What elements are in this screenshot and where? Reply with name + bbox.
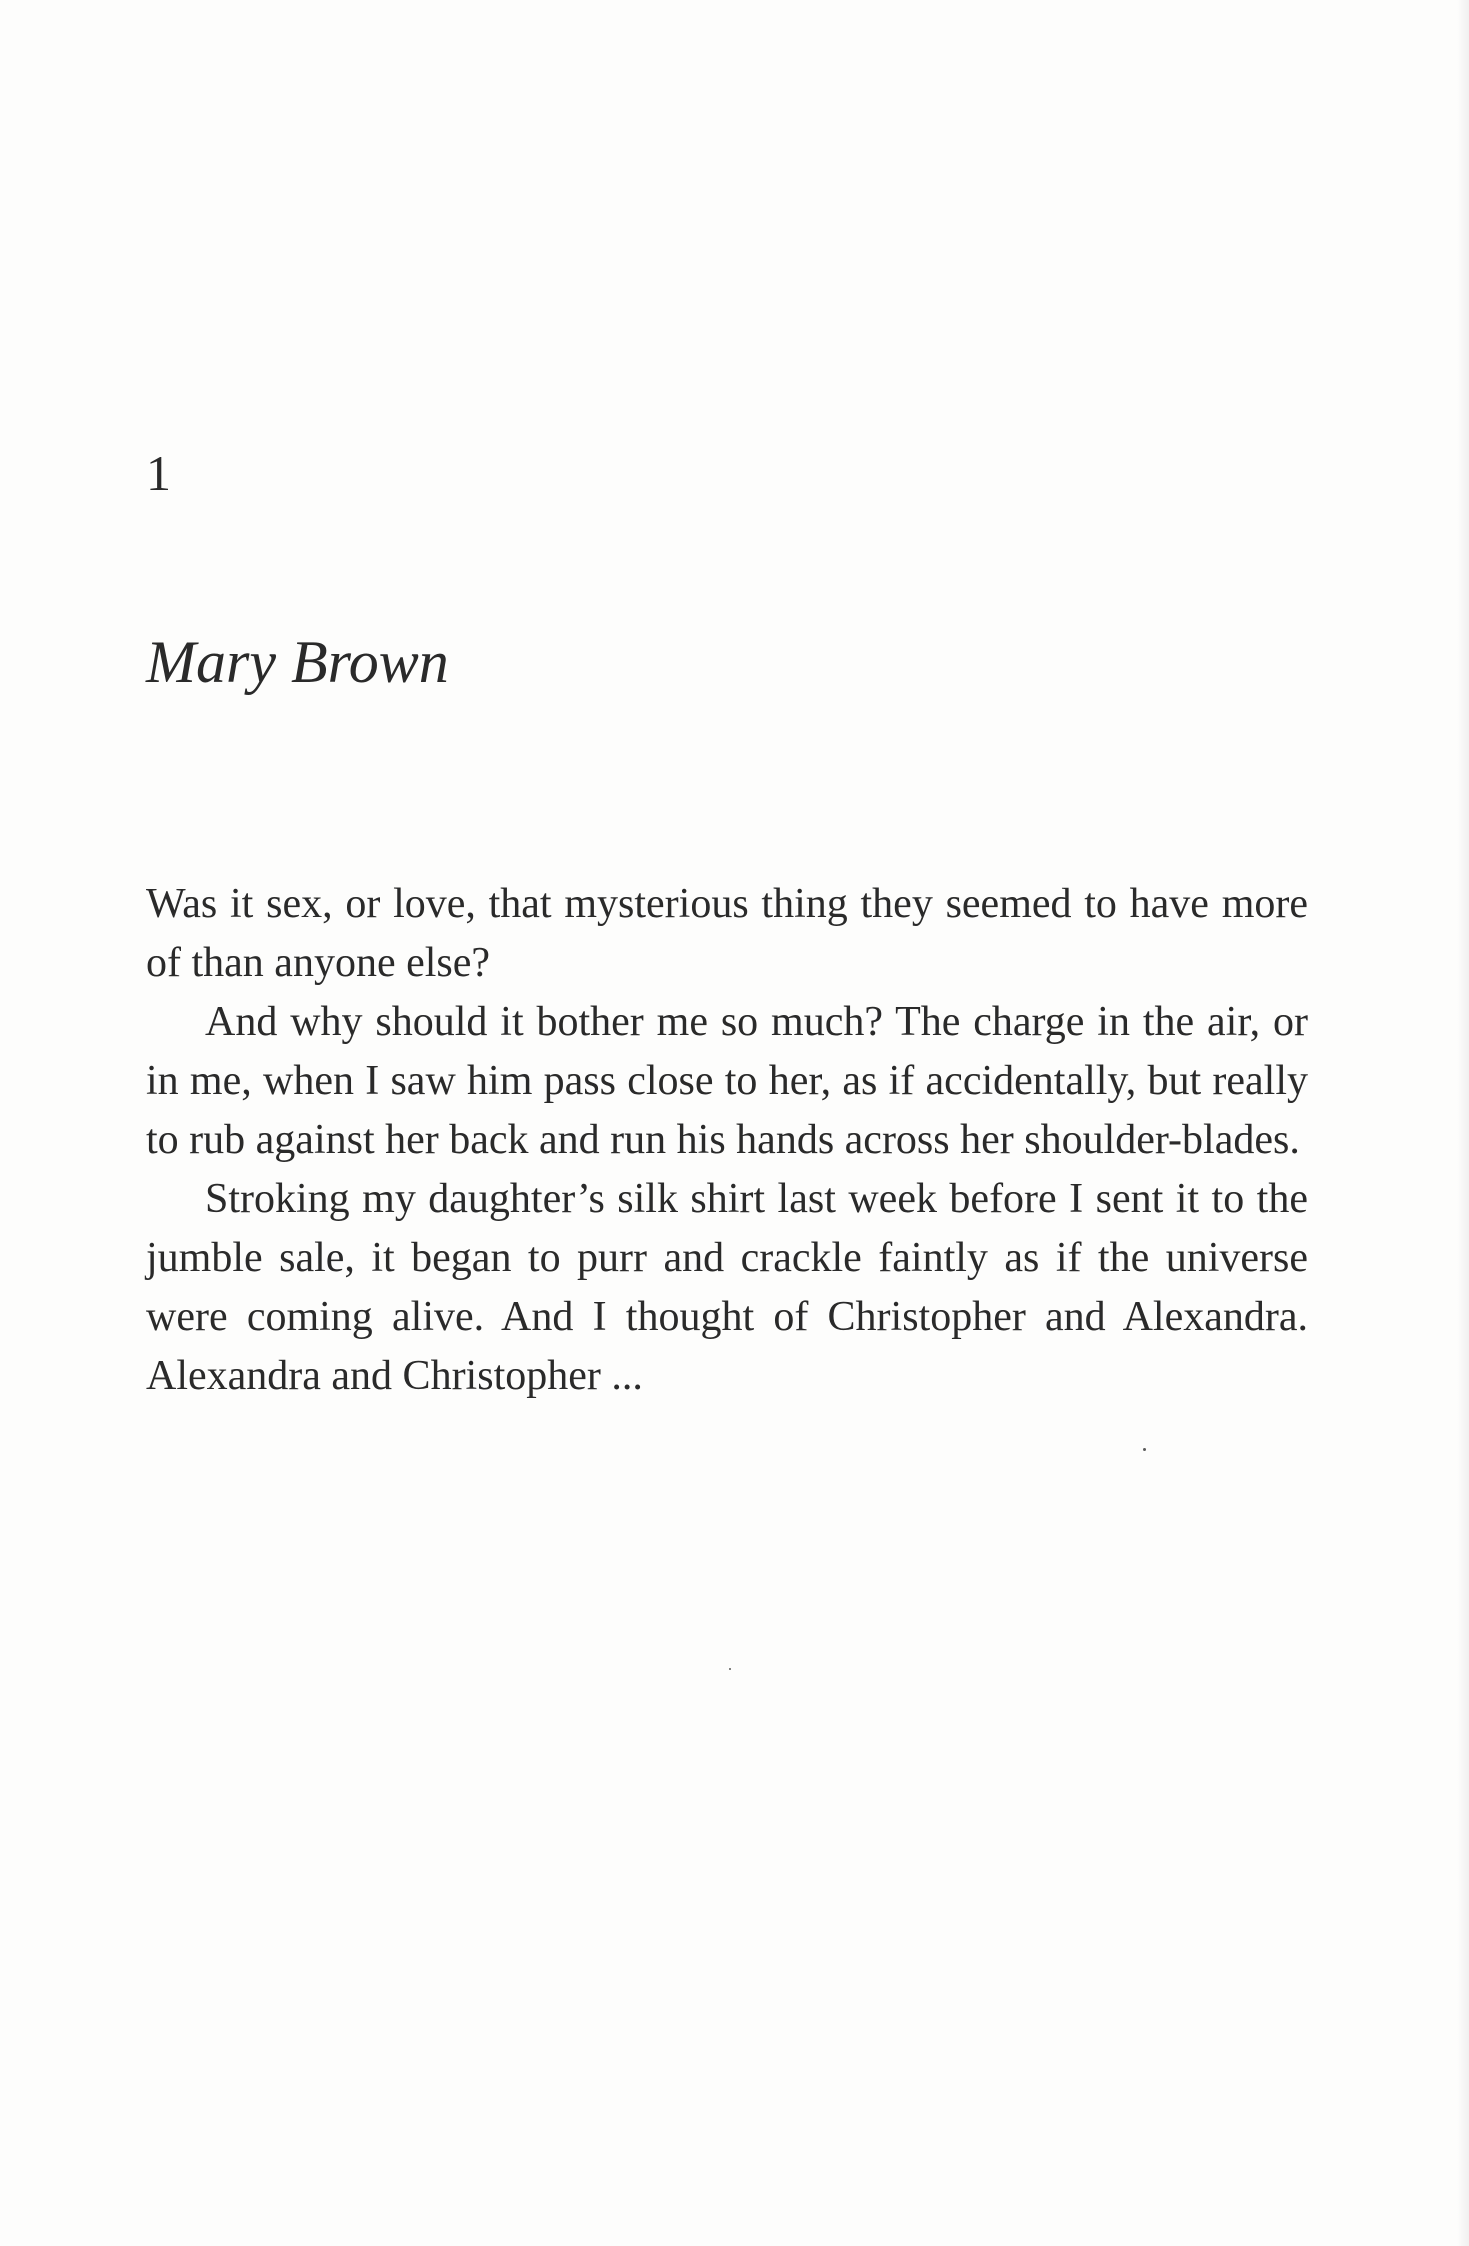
paragraph: Stroking my daughter’s silk shirt last week before I sent it to the jumble sale, it began to purr and crackle faintly as if the universe were coming alive. And I thought of Christopher and Alexandra. Alexandra and Christopher ... bbox=[146, 1176, 1308, 1399]
paragraph: And why should it bother me so much? The charge in the air, or in me, when I saw him pass close to her, as if accidentally, but really to rub against her back and run his hands across her shoulder-blades. bbox=[146, 999, 1308, 1163]
chapter-body bbox=[146, 875, 1308, 1406]
chapter-number: 1 bbox=[146, 445, 171, 501]
scan-speck bbox=[1143, 1448, 1146, 1451]
paragraph: Was it sex, or love, that mysterious thing they seemed to have more of than anyone else? bbox=[146, 881, 1308, 986]
chapter-title: Mary Brown bbox=[146, 629, 449, 695]
page-edge-shadow bbox=[1457, 0, 1469, 2246]
scan-speck bbox=[729, 1668, 731, 1670]
